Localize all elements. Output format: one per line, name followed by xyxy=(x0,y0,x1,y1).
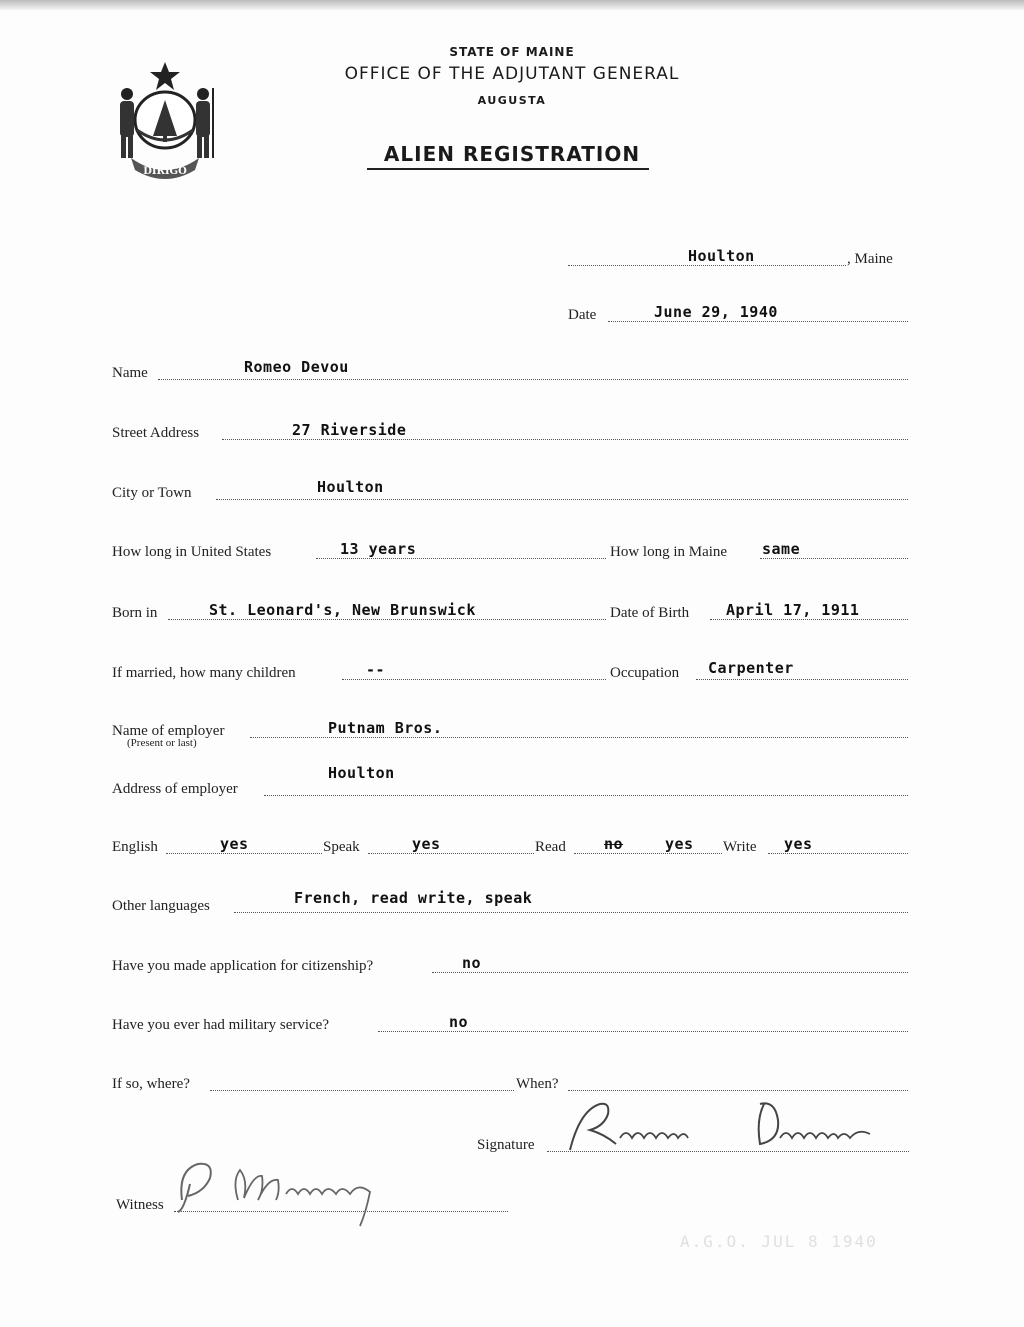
street-address-dots xyxy=(222,439,908,440)
military-label: Have you ever had military service? xyxy=(112,1017,329,1033)
employer-address-label: Address of employer xyxy=(112,781,238,797)
born-in-label: Born in xyxy=(112,605,158,621)
speak-dots xyxy=(368,853,534,854)
how-long-us-label: How long in United States xyxy=(112,544,272,560)
city-dots xyxy=(216,499,908,500)
header-office: OFFICE OF THE ADJUTANT GENERAL xyxy=(344,64,680,84)
write-label: Write xyxy=(723,839,757,855)
read-label: Read xyxy=(535,839,566,855)
where-dots xyxy=(210,1090,514,1091)
witness-label: Witness xyxy=(116,1197,164,1213)
english-dots xyxy=(166,853,322,854)
street-address-value: 27 Riverside xyxy=(292,421,407,439)
other-languages-value: French, read write, speak xyxy=(294,889,533,907)
header-state: STATE OF MAINE xyxy=(449,45,575,59)
date-dots xyxy=(608,321,908,322)
read-value: yes xyxy=(665,835,694,853)
how-long-us-dots xyxy=(316,558,606,559)
signature-drawing xyxy=(560,1090,920,1160)
city-label: City or Town xyxy=(112,485,192,501)
speak-label: Speak xyxy=(323,839,360,855)
military-row xyxy=(112,1002,912,1036)
how-long-row xyxy=(112,529,912,563)
date-of-birth-value: April 17, 1911 xyxy=(726,601,860,619)
employer-address-row xyxy=(112,766,912,800)
where-label: If so, where? xyxy=(112,1076,190,1092)
military-dots xyxy=(378,1031,908,1032)
speak-value: yes xyxy=(412,835,441,853)
date-value: June 29, 1940 xyxy=(654,303,778,321)
read-dots xyxy=(574,853,722,854)
signature-label: Signature xyxy=(477,1137,535,1153)
other-languages-label: Other languages xyxy=(112,898,210,914)
how-long-maine-label: How long in Maine xyxy=(610,544,728,560)
location-dots xyxy=(568,265,846,266)
children-label: If married, how many children xyxy=(112,665,296,681)
location-suffix: , Maine xyxy=(847,251,893,267)
citizenship-value: no xyxy=(462,954,482,972)
write-value: yes xyxy=(784,835,813,853)
english-row xyxy=(112,824,912,858)
employer-value: Putnam Bros. xyxy=(328,719,443,737)
date-label: Date xyxy=(568,307,597,323)
citizenship-label: Have you made application for citizenship? xyxy=(112,958,374,974)
english-value: yes xyxy=(220,835,249,853)
write-dots xyxy=(768,853,908,854)
page-title: ALIEN REGISTRATION xyxy=(383,142,641,166)
location-row xyxy=(568,236,913,270)
children-value: -- xyxy=(366,661,386,679)
occupation-dots xyxy=(696,679,908,680)
citizenship-row xyxy=(112,943,912,977)
received-stamp: A.G.O. JUL 8 1940 xyxy=(680,1232,878,1251)
born-in-value: St. Leonard's, New Brunswick xyxy=(209,601,476,619)
citizenship-dots xyxy=(432,972,908,973)
title-underline xyxy=(367,168,649,170)
name-value: Romeo Devou xyxy=(244,358,349,376)
english-label: English xyxy=(112,839,158,855)
how-long-us-value: 13 years xyxy=(340,540,417,558)
name-dots xyxy=(158,379,908,380)
street-address-row xyxy=(112,410,912,444)
employer-row xyxy=(112,708,912,742)
city-value: Houlton xyxy=(317,478,384,496)
date-row xyxy=(568,292,913,326)
children-row xyxy=(112,650,912,684)
other-languages-row xyxy=(112,883,912,917)
employer-address-value: Houlton xyxy=(328,764,395,782)
witness-signature-drawing xyxy=(168,1150,428,1230)
header-city: AUGUSTA xyxy=(477,94,547,107)
employer-label: Name of employer xyxy=(112,723,225,739)
other-languages-dots xyxy=(234,912,908,913)
location-value: Houlton xyxy=(688,247,755,265)
employer-address-dots xyxy=(264,795,908,796)
street-address-label: Street Address xyxy=(112,425,200,441)
military-value: no xyxy=(449,1013,469,1031)
name-label: Name xyxy=(112,365,148,381)
occupation-label: Occupation xyxy=(610,665,680,681)
born-row xyxy=(112,590,912,624)
employer-sublabel: (Present or last) xyxy=(127,737,197,749)
date-of-birth-label: Date of Birth xyxy=(610,605,690,621)
seal-motto: DIRIGO xyxy=(143,166,187,177)
when-label: When? xyxy=(516,1076,559,1092)
read-struck-value: no xyxy=(604,835,624,853)
children-dots xyxy=(342,679,606,680)
scan-edge xyxy=(0,0,1024,10)
occupation-value: Carpenter xyxy=(708,659,794,677)
how-long-maine-value: same xyxy=(762,540,801,558)
name-row xyxy=(112,350,912,384)
how-long-maine-dots xyxy=(760,558,908,559)
date-of-birth-dots xyxy=(710,619,908,620)
born-in-dots xyxy=(168,619,606,620)
city-row xyxy=(112,470,912,504)
employer-dots xyxy=(250,737,908,738)
